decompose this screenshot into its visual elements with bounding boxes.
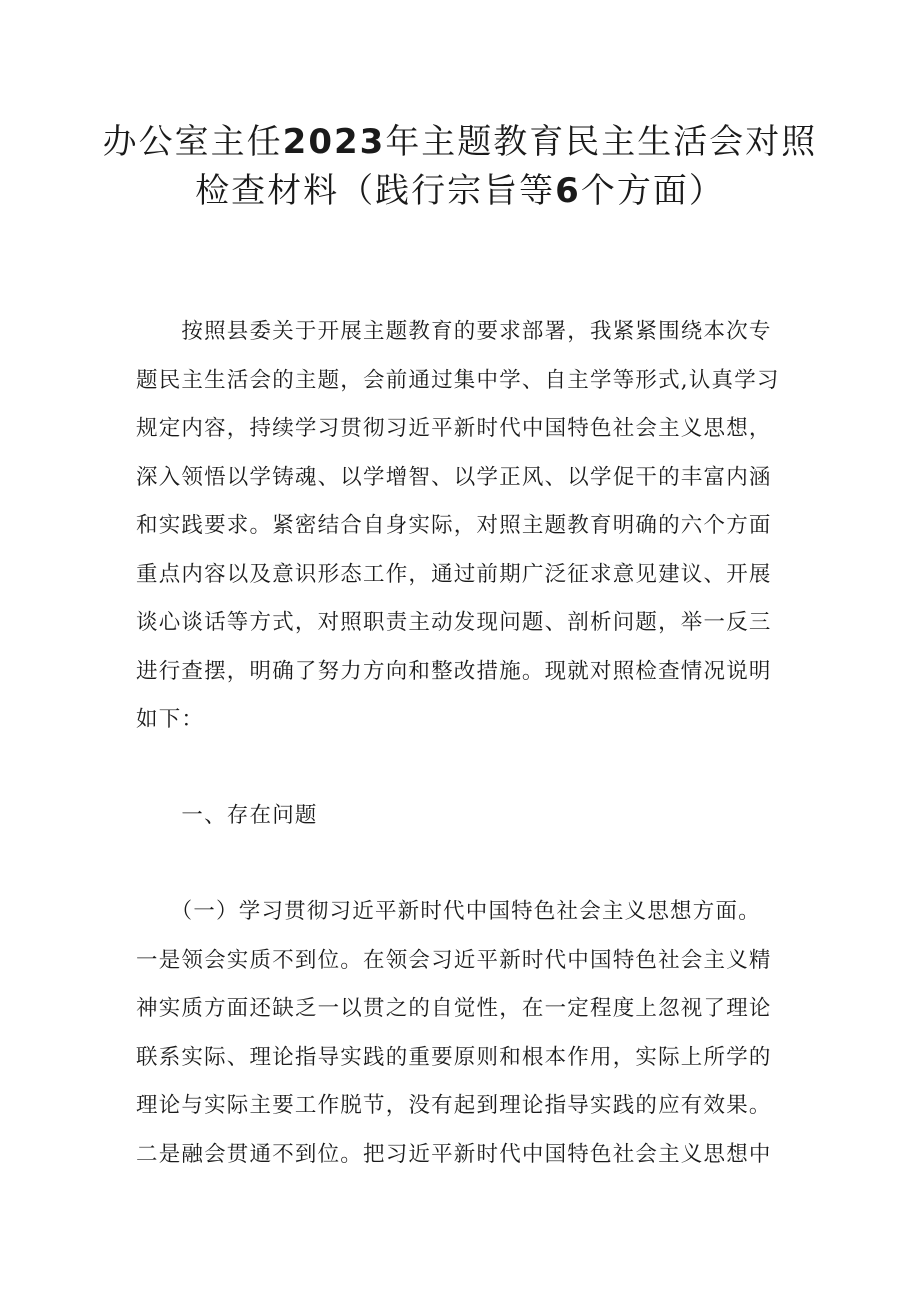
title-year: 2023	[282, 122, 386, 162]
section-line: 二是融会贯通不到位。把习近平新时代中国特色社会主义思想中	[136, 1141, 772, 1167]
title-line-1	[80, 118, 840, 167]
title-line-2-post: 个方面）	[580, 171, 725, 211]
document-title	[80, 118, 840, 216]
section-heading-text: 一、存在问题	[136, 803, 318, 828]
section-line: 联系实际、理论指导实践的重要原则和根本作用，实际上所学的	[136, 1044, 772, 1070]
section-line: 神实质方面还缺乏一以贯之的自觉性，在一定程度上忽视了理论	[136, 996, 772, 1021]
intro-line: 谈心谈话等方式，对照职责主动发现问题、剖析问题，举一反三	[136, 610, 772, 635]
title-line-2	[80, 167, 840, 216]
intro-line: 按照县委关于开展主题教育的要求部署，我紧紧围绕本次专	[136, 319, 772, 344]
section-heading-problems	[136, 792, 796, 841]
section-line: 一是领会实质不到位。在领会习近平新时代中国特色社会主义精	[136, 947, 772, 973]
intro-paragraph	[136, 308, 796, 745]
intro-line: 进行查摆，明确了努力方向和整改措施。现就对照检查情况说明	[136, 658, 772, 684]
intro-line: 规定内容，持续学习贯彻习近平新时代中国特色社会主义思想，	[136, 416, 772, 441]
intro-line: 重点内容以及意识形态工作，通过前期广泛征求意见建议、开展	[136, 561, 772, 587]
title-count: 6	[555, 171, 581, 211]
intro-line: 如下：	[136, 707, 205, 732]
title-line-1-post: 年主题教育民主生活会对照	[385, 122, 818, 162]
intro-line: 和实践要求。紧密结合自身实际，对照主题教育明确的六个方面	[136, 513, 772, 538]
intro-line: 题民主生活会的主题，会前通过集中学、自主学等形式,认真学习	[136, 367, 780, 393]
title-line-1-pre: 办公室主任	[102, 122, 283, 162]
section-line: （一）学习贯彻习近平新时代中国特色社会主义思想方面。	[136, 899, 761, 924]
section-line: 理论与实际主要工作脱节，没有起到理论指导实践的应有效果。	[136, 1093, 772, 1118]
section-paragraph-study	[136, 888, 796, 1179]
title-line-2-pre: 检查材料（践行宗旨等	[195, 171, 556, 211]
intro-line: 深入领悟以学铸魂、以学增智、以学正风、以学促干的丰富内涵	[136, 464, 772, 490]
